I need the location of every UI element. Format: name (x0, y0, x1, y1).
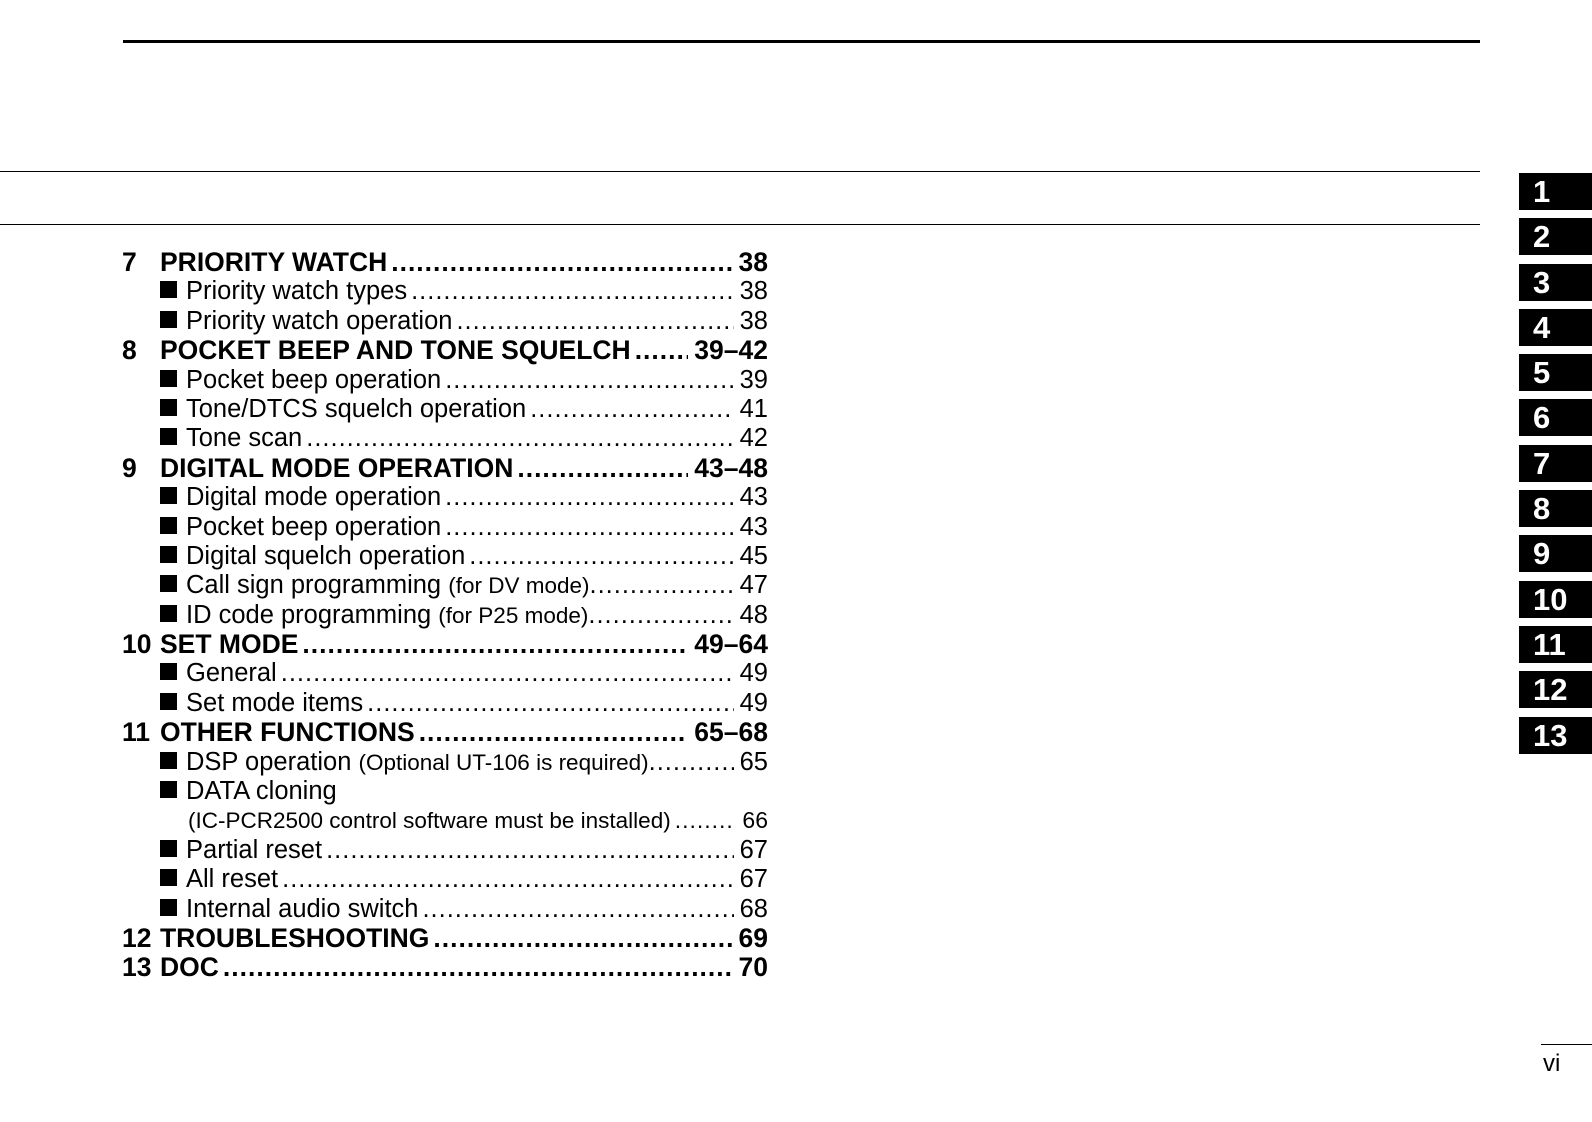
chapter-title: PRIORITY WATCH (160, 248, 388, 277)
section-tab-3[interactable]: 3 (1519, 264, 1592, 301)
toc-item-row[interactable] (122, 865, 768, 894)
spacer (441, 571, 448, 600)
section-tab-10[interactable]: 10 (1519, 581, 1592, 618)
section-tab-13[interactable]: 13 (1519, 717, 1592, 754)
toc-chapter-row[interactable] (122, 248, 768, 277)
square-bullet-icon (160, 546, 177, 563)
page-reference: 42 (739, 424, 768, 453)
item-note: (for DV mode) (448, 573, 590, 599)
toc-item-row[interactable] (122, 571, 768, 600)
item-title: Priority watch types (186, 277, 408, 306)
toc-chapter-row[interactable] (122, 718, 768, 747)
toc-item-row[interactable] (122, 748, 768, 777)
dot-leader (433, 924, 732, 953)
page-reference: 66 (742, 807, 768, 834)
item-title: Set mode items (186, 688, 364, 717)
square-bullet-icon (160, 752, 177, 769)
page-reference: 49 (739, 659, 768, 688)
page-number-rule (1541, 1044, 1592, 1045)
toc-item-row[interactable] (122, 395, 768, 424)
page-reference: 48 (739, 600, 768, 629)
square-bullet-icon (160, 781, 177, 798)
table-of-contents (122, 248, 768, 983)
item-title: DATA cloning (186, 777, 337, 806)
page-reference: 43 (739, 483, 768, 512)
chapter-number: 11 (122, 718, 151, 748)
toc-note-row[interactable] (122, 806, 768, 835)
toc-item-row[interactable] (122, 777, 768, 806)
chapter-number: 8 (122, 336, 137, 366)
item-note: (IC-PCR2500 control software must be installed) (188, 808, 671, 834)
item-title: Digital squelch operation (186, 541, 466, 570)
item-title: Digital mode operation (186, 483, 442, 512)
section-tab-7[interactable]: 7 (1519, 445, 1592, 482)
dot-leader (445, 513, 733, 542)
dot-leader (302, 630, 688, 659)
dot-leader (530, 395, 733, 424)
page-reference: 43–48 (694, 453, 768, 483)
page-reference: 67 (739, 865, 768, 894)
section-tabs (1519, 173, 1592, 762)
square-bullet-icon (160, 370, 177, 387)
page-reference: 45 (739, 541, 768, 570)
page-reference: 69 (738, 923, 768, 953)
toc-chapter-row[interactable] (122, 953, 768, 982)
chapter-number: 10 (122, 630, 152, 660)
item-title: Tone scan (186, 424, 303, 453)
square-bullet-icon (160, 575, 177, 592)
dot-leader (675, 806, 737, 835)
page-number: vi (1543, 1050, 1561, 1077)
section-tab-6[interactable]: 6 (1519, 399, 1592, 436)
dot-leader (326, 836, 734, 865)
dot-leader (635, 336, 689, 365)
section-tab-11[interactable]: 11 (1519, 626, 1592, 663)
page-reference: 39 (739, 365, 768, 394)
page-reference: 65 (739, 747, 768, 776)
section-tab-9[interactable]: 9 (1519, 535, 1592, 572)
header-rule-upper (0, 171, 1480, 172)
item-title: All reset (186, 865, 279, 894)
item-title: Pocket beep operation (186, 512, 442, 541)
toc-item-row[interactable] (122, 895, 768, 924)
toc-item-row[interactable] (122, 277, 768, 306)
dot-leader (306, 424, 733, 453)
section-tab-5[interactable]: 5 (1519, 354, 1592, 391)
square-bullet-icon (160, 517, 177, 534)
dot-leader (281, 659, 734, 688)
toc-item-row[interactable] (122, 483, 768, 512)
item-note: (Optional UT-106 is required) (358, 749, 649, 775)
item-note: (for P25 mode) (438, 602, 589, 628)
dot-leader (445, 483, 733, 512)
page-reference: 38 (739, 306, 768, 335)
spacer (351, 748, 358, 777)
dot-leader (649, 748, 734, 777)
page-reference: 47 (739, 571, 768, 600)
dot-leader (411, 277, 734, 306)
page-reference: 41 (739, 394, 768, 423)
dot-leader (590, 571, 734, 600)
section-tab-12[interactable]: 12 (1519, 671, 1592, 708)
page-reference: 70 (738, 953, 768, 983)
spacer (431, 601, 438, 630)
toc-item-row[interactable] (122, 542, 768, 571)
toc-chapter-row[interactable] (122, 630, 768, 659)
item-title: General (186, 659, 277, 688)
page-reference: 43 (739, 512, 768, 541)
section-tab-2[interactable]: 2 (1519, 218, 1592, 255)
page-reference: 49 (739, 688, 768, 717)
section-tab-8[interactable]: 8 (1519, 490, 1592, 527)
dot-leader (419, 718, 689, 747)
square-bullet-icon (160, 487, 177, 504)
toc-item-row[interactable] (122, 659, 768, 688)
dot-leader (367, 689, 733, 718)
square-bullet-icon (160, 399, 177, 416)
item-title: DSP operation (186, 747, 352, 776)
toc-item-row[interactable] (122, 836, 768, 865)
item-title: Tone/DTCS squelch operation (186, 394, 527, 423)
header-rule-lower (0, 224, 1480, 225)
page-reference: 39–42 (694, 336, 768, 366)
dot-leader (282, 865, 734, 894)
square-bullet-icon (160, 840, 177, 857)
item-title: Call sign programming (186, 571, 442, 600)
section-tab-1[interactable]: 1 (1519, 173, 1592, 210)
top-rule (123, 40, 1480, 43)
chapter-title: SET MODE (160, 630, 299, 660)
dot-leader (391, 248, 732, 277)
item-title: Partial reset (186, 835, 323, 864)
square-bullet-icon (160, 869, 177, 886)
page-reference: 67 (739, 835, 768, 864)
page-reference: 49–64 (694, 630, 768, 660)
chapter-number: 9 (122, 453, 137, 483)
chapter-title: TROUBLESHOOTING (160, 923, 430, 953)
item-title: Priority watch operation (186, 306, 453, 335)
chapter-title: DOC (160, 953, 219, 983)
square-bullet-icon (160, 428, 177, 445)
square-bullet-icon (160, 605, 177, 622)
square-bullet-icon (160, 281, 177, 298)
dot-leader (456, 307, 733, 336)
dot-leader (469, 542, 733, 571)
toc-item-row[interactable] (122, 689, 768, 718)
chapter-number: 7 (122, 248, 137, 277)
dot-leader (223, 953, 733, 982)
dot-leader (517, 454, 688, 483)
toc-item-row[interactable] (122, 601, 768, 630)
toc-chapter-row[interactable] (122, 336, 768, 365)
dot-leader (588, 601, 733, 630)
toc-item-row[interactable] (122, 424, 768, 453)
toc-item-row[interactable] (122, 513, 768, 542)
chapter-number: 12 (122, 923, 152, 953)
item-title: Internal audio switch (186, 894, 419, 923)
item-title: ID code programming (186, 600, 432, 629)
square-bullet-icon (160, 663, 177, 680)
square-bullet-icon (160, 899, 177, 916)
square-bullet-icon (160, 693, 177, 710)
square-bullet-icon (160, 311, 177, 328)
chapter-title: OTHER FUNCTIONS (160, 718, 415, 748)
section-tab-4[interactable]: 4 (1519, 309, 1592, 346)
toc-chapter-row[interactable] (122, 454, 768, 483)
page-reference: 38 (739, 277, 768, 306)
toc-item-row[interactable] (122, 366, 768, 395)
page-reference: 68 (739, 894, 768, 923)
dot-leader (422, 895, 733, 924)
chapter-title: DIGITAL MODE OPERATION (160, 453, 514, 483)
chapter-number: 13 (122, 953, 152, 983)
toc-item-row[interactable] (122, 307, 768, 336)
toc-chapter-row[interactable] (122, 924, 768, 953)
item-title: Pocket beep operation (186, 365, 442, 394)
page-reference: 38 (738, 248, 768, 277)
dot-leader (445, 366, 733, 395)
page-reference: 65–68 (694, 718, 768, 748)
chapter-title: POCKET BEEP AND TONE SQUELCH (160, 336, 631, 366)
